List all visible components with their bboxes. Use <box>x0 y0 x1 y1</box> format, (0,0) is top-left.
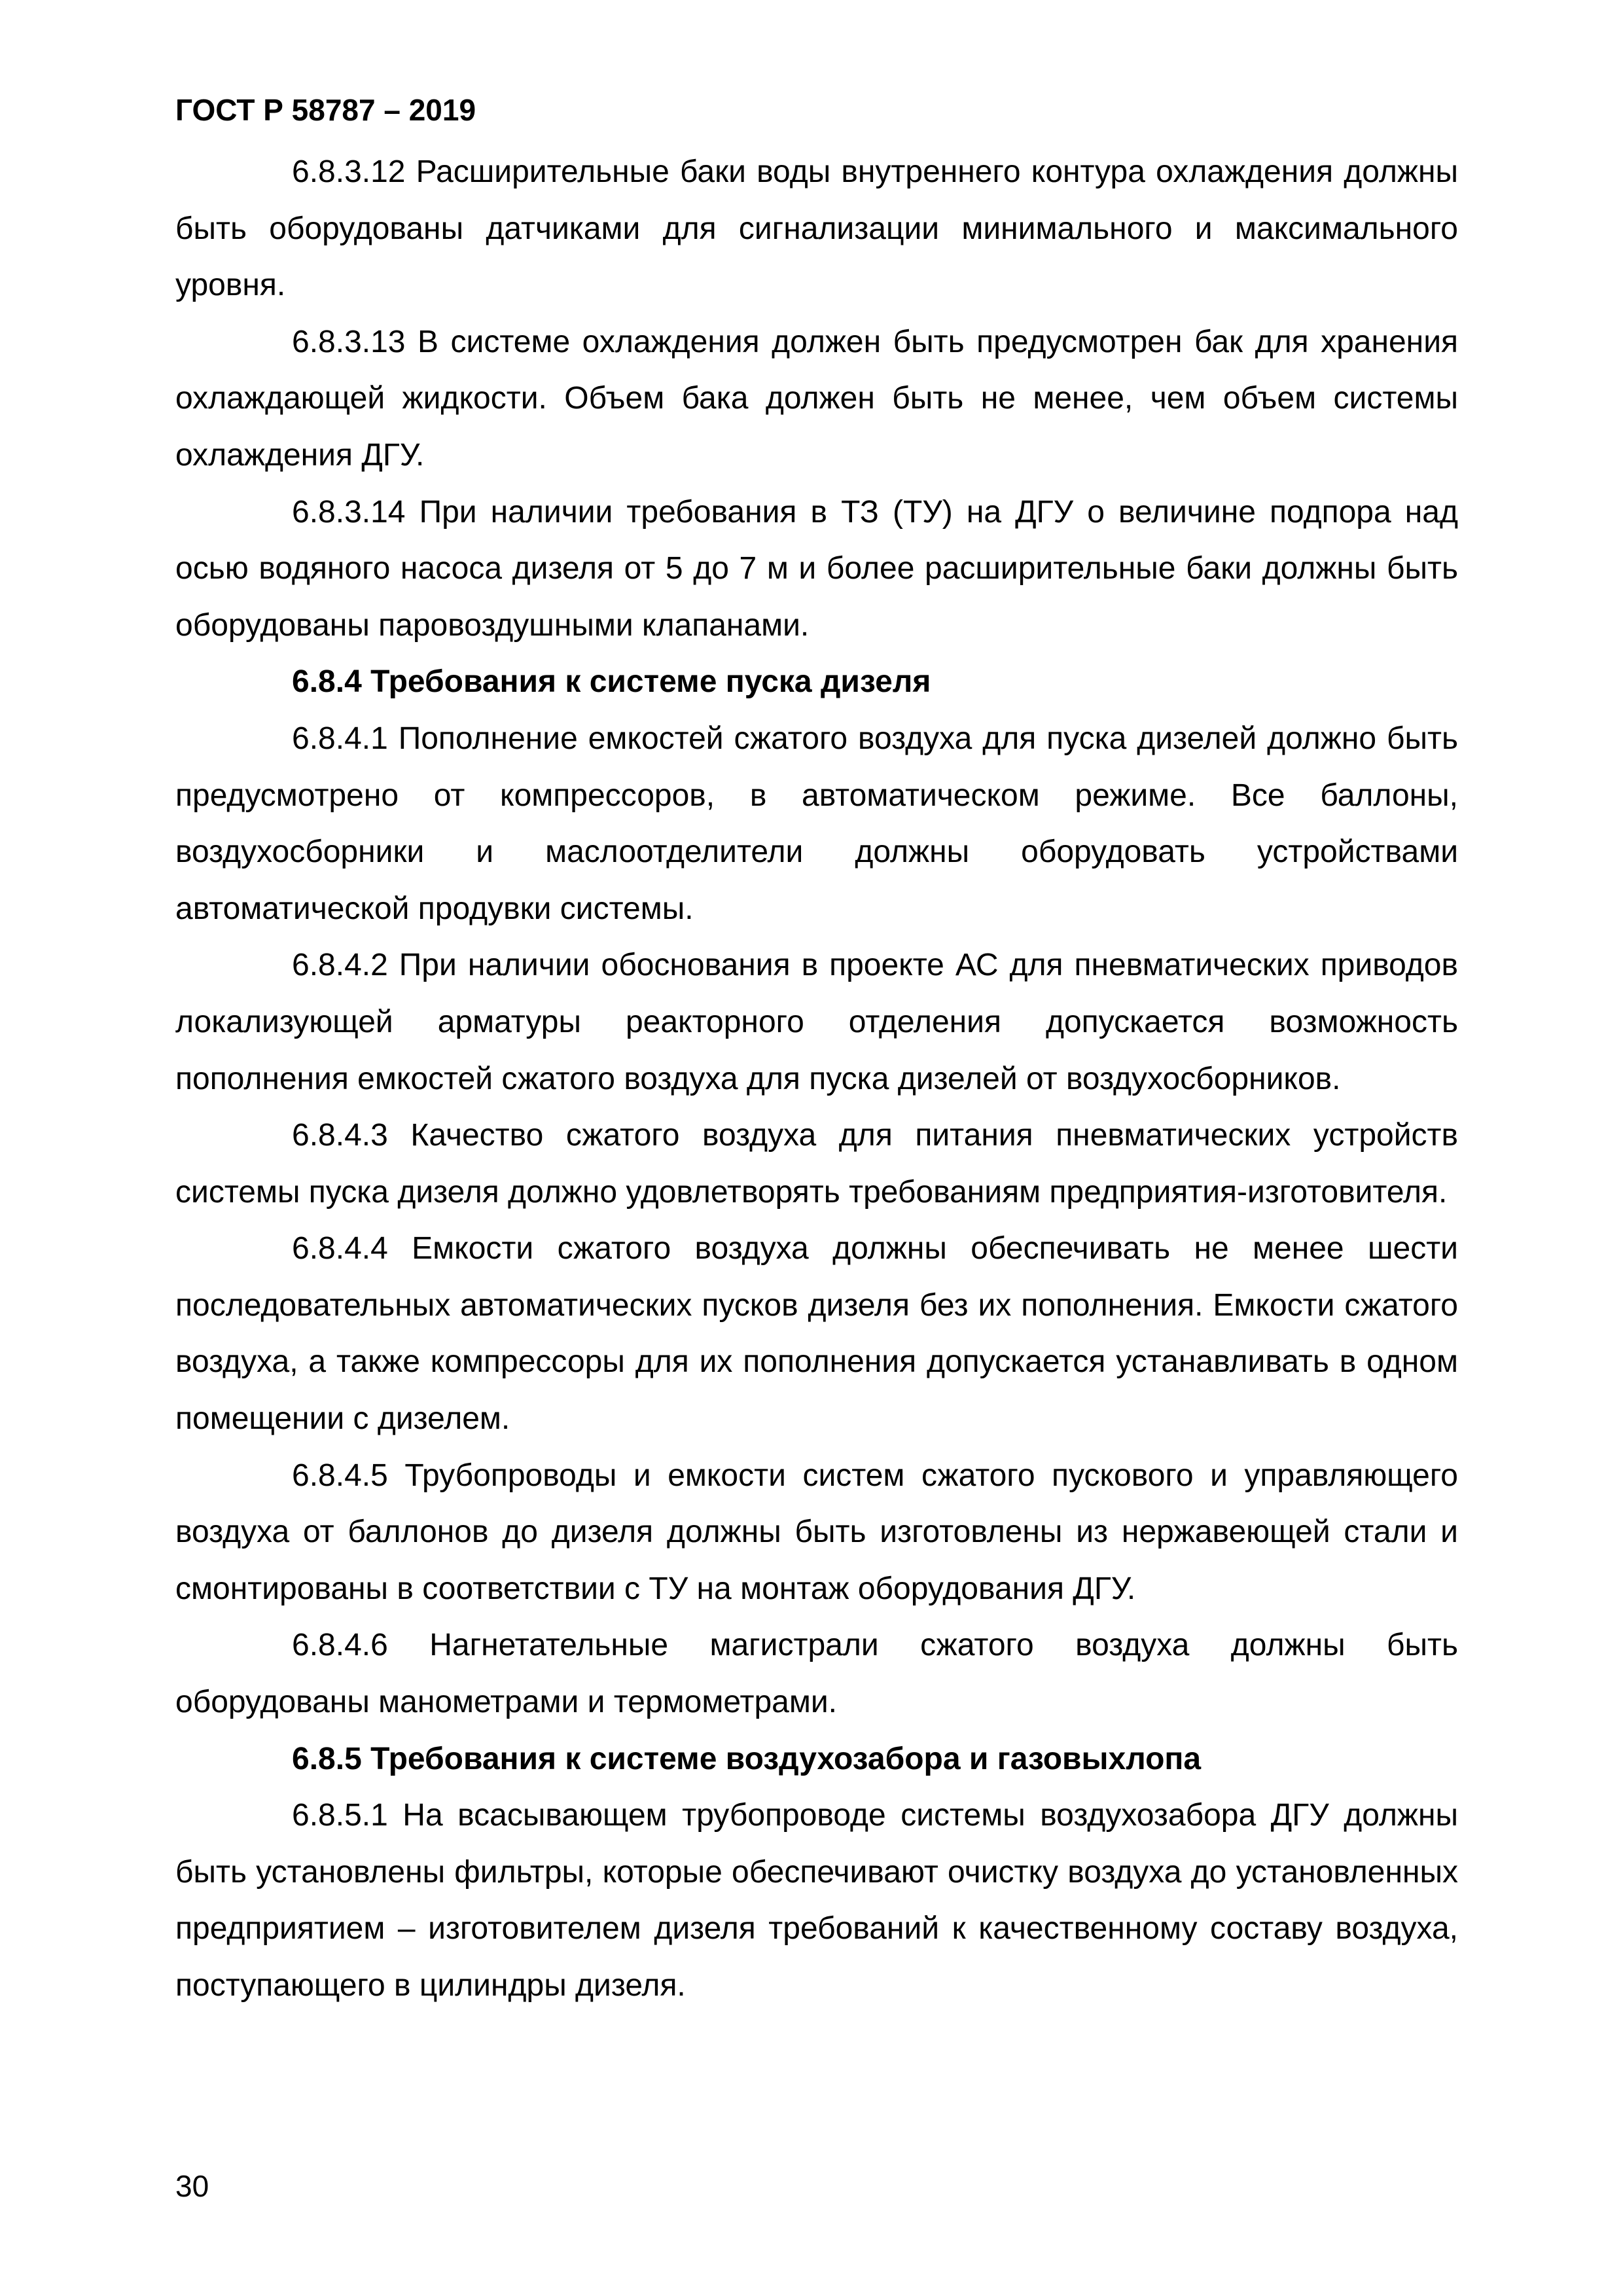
paragraph-6-8-4-6: 6.8.4.6 Нагнетательные магистрали сжатого воздуха должны быть оборудованы манометрами и термометрами. <box>175 1628 1458 1720</box>
paragraph-6-8-4-1: 6.8.4.1 Пополнение емкостей сжатого воздуха для пуска дизелей должно быть предусмотрено от компрессоров, в автоматическом режиме. Все баллоны, воздухосборники и маслоотделители должны оборудовать устройствами автоматической продувки системы. <box>175 721 1458 926</box>
paragraph-6-8-3-12: 6.8.3.12 Расширительные баки воды внутреннего контура охлаждения должны быть оборудованы датчиками для сигнализации минимального и максимального уровня. <box>175 154 1458 303</box>
paragraph-6-8-3-14: 6.8.3.14 При наличии требования в ТЗ (ТУ) на ДГУ о величине подпора над осью водяного насоса дизеля от 5 до 7 м и более расширительные баки должны быть оборудованы паровоздушными клапанами. <box>175 494 1458 643</box>
paragraph-6-8-3-13: 6.8.3.13 В системе охлаждения должен быть предусмотрен бак для хранения охлаждающей жидкости. Объем бака должен быть не менее, чем объем системы охлаждения ДГУ. <box>175 324 1458 473</box>
section-heading-6-8-4: 6.8.4 Требования к системе пуска дизеля <box>292 664 931 700</box>
page-number: 30 <box>175 2169 209 2203</box>
document-header: ГОСТ Р 58787 – 2019 <box>175 93 476 127</box>
paragraph-6-8-4-3: 6.8.4.3 Качество сжатого воздуха для питания пневматических устройств системы пуска дизеля должно удовлетворять требованиям предприятия-изготовителя. <box>175 1118 1458 1210</box>
paragraph-6-8-5-1: 6.8.5.1 На всасывающем трубопроводе системы воздухозабора ДГУ должны быть установлены фильтры, которые обеспечивают очистку воздуха до установленных предприятием – изготовителем дизеля требований к качественному составу воздуха, поступающего в цилиндры дизеля. <box>175 1798 1458 2003</box>
section-heading-6-8-5: 6.8.5 Требования к системе воздухозабора и газовыхлопа <box>292 1741 1202 1776</box>
paragraph-6-8-4-2: 6.8.4.2 При наличии обоснования в проекте АС для пневматических приводов локализующей арматуры реакторного отделения допускается возможность пополнения емкостей сжатого воздуха для пуска дизелей от воздухосборников. <box>175 948 1458 1096</box>
paragraph-6-8-4-4: 6.8.4.4 Емкости сжатого воздуха должны обеспечивать не менее шести последовательных автоматических пусков дизеля без их пополнения. Емкости сжатого воздуха, а также компрессоры для их пополнения допускается устанавливать в одном помещении с дизелем. <box>175 1231 1458 1437</box>
paragraph-6-8-4-5: 6.8.4.5 Трубопроводы и емкости систем сжатого пускового и управляющего воздуха от баллонов до дизеля должны быть изготовлены из нержавеющей стали и смонтированы в соответствии с ТУ на монтаж оборудования ДГУ. <box>175 1458 1458 1606</box>
document-body <box>175 144 1458 2015</box>
